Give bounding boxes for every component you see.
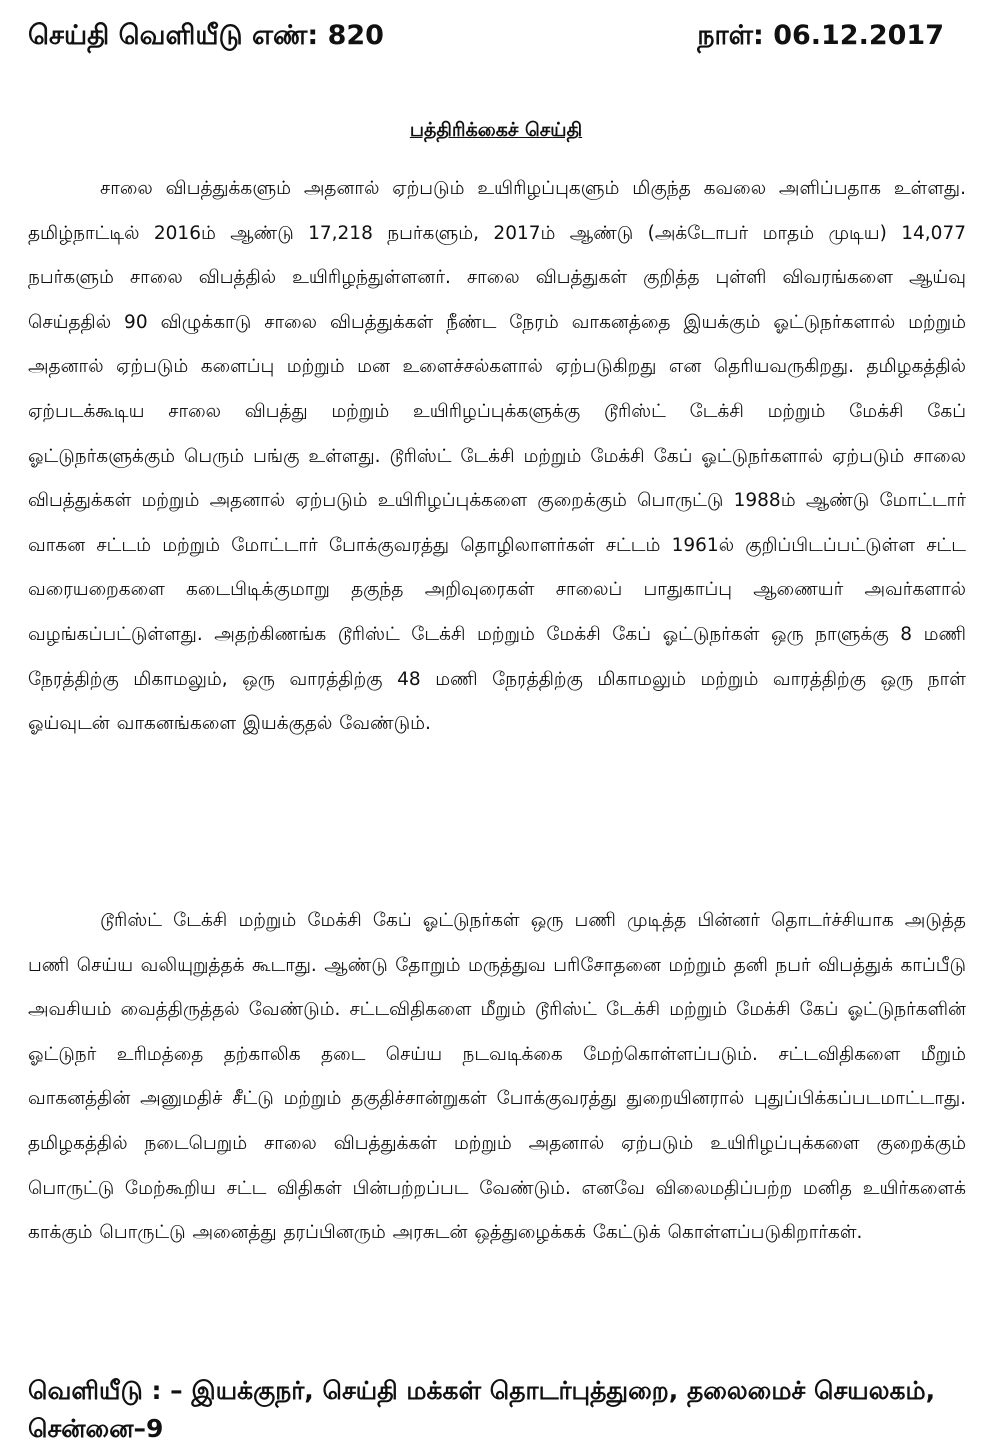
release-number: செய்தி வெளியீடு எண்: 820 [28,20,384,51]
issued-by-footer: வெளியீடு : – இயக்குநர், செய்தி மக்கள் தொடர்புத்துறை, தலைமைச் செயலகம், சென்னை–9 [28,1376,936,1443]
body-paragraph-1: சாலை விபத்துக்களும் அதனால் ஏற்படும் உயிரிழப்புகளும் மிகுந்த கவலை அளிப்பதாக உள்ளது. தமிழ்நாட்டில் 2016ம் ஆண்டு 17,218 நபர்களும், 2017ம் ஆண்டு (அக்டோபர் மாதம் முடிய) 14,077 நபர்களும் சாலை விபத்தில் உயிரிழந்துள்ளனர். சாலை விபத்துகள் குறித்த புள்ளி விவரங்களை ஆய்வு செய்ததில் 90 விழுக்காடு சாலை விபத்துக்கள் நீண்ட நேரம் வாகனத்தை இயக்கும் ஓட்டுநர்களால் மற்றும் அதனால் ஏற்படும் களைப்பு மற்றும் மன உளைச்சல்களால் ஏற்படுகிறது என தெரியவருகிறது. தமிழகத்தில் ஏற்படக்கூடிய சாலை விபத்து மற்றும் உயிரிழப்புக்களுக்கு டூரிஸ்ட் டேக்சி மற்றும் மேக்சி கேப் ஓட்டுநர்களுக்கும் பெரும் பங்கு உள்ளது. டூரிஸ்ட் டேக்சி மற்றும் மேக்சி கேப் ஓட்டுநர்களால் ஏற்படும் சாலை விபத்துக்கள் மற்றும் அதனால் ஏற்படும் உயிரிழப்புக்களை குறைக்கும் பொருட்டு 1988ம் ஆண்டு மோட்டார் வாகன சட்டம் மற்றும் மோட்டார் போக்குவரத்து தொழிலாளர்கள் சட்டம் 1961ல் குறிப்பிடப்பட்டுள்ள சட்ட வரையறைகளை கடைபிடிக்குமாறு தகுந்த அறிவுரைகள் சாலைப் பாதுகாப்பு ஆணையர் அவர்களால் வழங்கப்பட்டுள்ளது. அதற்கிணங்க டூரிஸ்ட் டேக்சி மற்றும் மேக்சி கேப் ஓட்டுநர்கள் ஒரு நாளுக்கு 8 மணி நேரத்திற்கு மிகாமலும், ஒரு வாரத்திற்கு 48 மணி நேரத்திற்கு மிகாமலும் மற்றும் வாரத்திற்கு ஒரு நாள் ஓய்வுடன் வாகனங்களை இயக்குதல் வேண்டும். [28,178,966,735]
body-paragraph-2: டூரிஸ்ட் டேக்சி மற்றும் மேக்சி கேப் ஓட்டுநர்கள் ஒரு பணி முடித்த பின்னர் தொடர்ச்சியாக அடுத்த பணி செய்ய வலியுறுத்தக் கூடாது. ஆண்டு தோறும் மருத்துவ பரிசோதனை மற்றும் தனி நபர் விபத்துக் காப்பீடு அவசியம் வைத்திருத்தல் வேண்டும். சட்டவிதிகளை மீறும் டூரிஸ்ட் டேக்சி மற்றும் மேக்சி கேப் ஓட்டுநர்களின் ஓட்டுநர் உரிமத்தை தற்காலிக தடை செய்ய நடவடிக்கை மேற்கொள்ளப்படும். சட்டவிதிகளை மீறும் வாகனத்தின் அனுமதிச் சீட்டு மற்றும் தகுதிச்சான்றுகள் போக்குவரத்து துறையினரால் புதுப்பிக்கப்படமாட்டாது. தமிழகத்தில் நடைபெறும் சாலை விபத்துக்கள் மற்றும் அதனால் ஏற்படும் உயிரிழப்புக்களை குறைக்கும் பொருட்டு மேற்கூறிய சட்ட விதிகள் பின்பற்றப்பட வேண்டும். எனவே விலைமதிப்பற்ற மனித உயிர்களைக் காக்கும் பொருட்டு அனைத்து தரப்பினரும் அரசுடன் ஒத்துழைக்கக் கேட்டுக் கொள்ளப்படுகிறார்கள். [28,910,966,1244]
document-title: பத்திரிக்கைச் செய்தி [409,119,583,141]
release-date: நாள்: 06.12.2017 [697,20,944,51]
